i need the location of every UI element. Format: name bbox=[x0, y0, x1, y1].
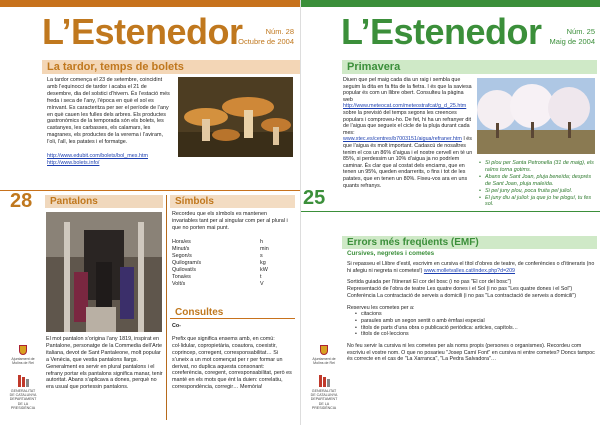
unit-row bbox=[172, 260, 292, 267]
generalitat-logo: GENERALITAT DE CATALUNYA DEPARTAMENT DE LA PRESIDÈNCIA bbox=[8, 375, 38, 410]
unit-row bbox=[172, 281, 292, 288]
saying-item: • El juny diu al juliol: ja que jo he ploguí, tu fes sol. bbox=[477, 195, 597, 209]
column-divider bbox=[166, 195, 167, 420]
article-link[interactable]: http://www.edubit.com/bolets/bol_mes.htm bbox=[47, 153, 148, 160]
saying-item: • Si pel juny plou, poca fruita pel juliol. bbox=[477, 188, 597, 195]
section-heading: Consultes bbox=[170, 306, 295, 319]
list-item: • títols de parts d’una obra o publicació periòdica: articles, capítols… bbox=[353, 325, 595, 332]
consultes-body bbox=[172, 323, 294, 391]
unit-row bbox=[172, 274, 292, 281]
article-body bbox=[47, 77, 173, 167]
coat-of-arms-icon bbox=[19, 345, 27, 355]
article-body bbox=[343, 77, 473, 189]
unit-name: Segon/s bbox=[172, 253, 192, 259]
article-text: sobre la previsió del temps segons les creences populars i comproveu-ho. De fet, hi ha un refranyer dit de l’aigua que segueix el cicle de la pluja durant cada mes: bbox=[343, 109, 472, 136]
section-subheading: Cursives, negretes i cometes bbox=[347, 250, 435, 257]
coat-of-arms-icon bbox=[320, 345, 328, 355]
mushrooms-photo bbox=[178, 77, 293, 157]
emf-text: Representació de l’obra de teatre Les quatre dones i el Sol (i no pas "Les quatre dones i el Sol") bbox=[347, 286, 573, 293]
right-page bbox=[300, 0, 600, 425]
unit-row bbox=[172, 239, 292, 246]
generalitat-icon bbox=[16, 375, 30, 387]
saying-item: • Si plou per Santa Petronella (31 de maig), els raïms torna gotims. bbox=[477, 160, 597, 174]
consultes-text: Prefix que significa ensems amb, en comú: col·lidular, copropietària, coautora, coexistir, coprincep, corregent, corresponsabilitat… Si s’uneix a un mot començat per r per formar un derivat, no duplica aquesta consonant: coreferència, coregent, corresponsabilitat, però es manté en els mots que ént la duien: correlatiu, correspondència, corregir… Memòria! bbox=[172, 335, 292, 391]
trousers-photo bbox=[46, 212, 162, 332]
newsletter-title: L’Estenedor bbox=[42, 11, 243, 52]
emf-text: Sortida guiada per l’itinerari El cor del bosc (i no pas "El cor del bosc") bbox=[347, 279, 512, 286]
section-heading: Errors més freqüents (EMF) bbox=[342, 236, 597, 249]
unit-symbol: kW bbox=[260, 267, 268, 273]
unit-row bbox=[172, 253, 292, 260]
unit-name: Quilovat/s bbox=[172, 267, 196, 273]
unit-name: Hora/es bbox=[172, 239, 191, 245]
divider bbox=[301, 211, 600, 212]
article-body: El mot pantalon s’origina l’any 1819, inspirat en Pantalone, personatge de la Commedia dell’Arte italiana, devot de Sant Pantaleone, molt popular a Venècia, que vestia pantalons llargs. Generalment es servir en plural pantalons i el refrany portar els pantalons significa manar, tenir autoritat. Abans s’aplicava a dones, perquè no era usual que portessin pantalons. bbox=[46, 336, 163, 391]
unit-name: Quilogram/s bbox=[172, 260, 202, 266]
unit-symbol: min bbox=[260, 246, 269, 252]
town-council-logo: Ajuntament de Molins de Rei bbox=[8, 345, 38, 365]
article-link[interactable]: http://www.meteocat.com/meteostrafcat/g_d_25.htm bbox=[343, 103, 467, 110]
unit-symbol: V bbox=[260, 281, 264, 287]
issue-number: Núm. 28 bbox=[265, 27, 294, 36]
symbols-intro: Recordeu que els símbols es mantenen invariables tant per al singular com per al plural i que no porten mai punt. bbox=[172, 211, 288, 231]
blossom-trees-photo bbox=[477, 78, 595, 154]
unit-symbol: h bbox=[260, 239, 263, 245]
unit-row bbox=[172, 246, 292, 253]
sayings-list bbox=[477, 160, 597, 208]
article-link[interactable]: www.molletvalles.cat/index.php?d=209 bbox=[423, 267, 516, 274]
article-text: Diuen que pel maig cada dia un raig i sembla que seguim la dita en fa fita de la fietra. I és que la saviesa popular és com un llibre obert. Consulteu la pàgina web bbox=[343, 77, 472, 103]
emf-text: Conferència La contractació de serveis a domicili (i no pas "La contractació de serveis a domicili") bbox=[347, 292, 576, 299]
generalitat-icon bbox=[317, 375, 331, 387]
consultes-subheading: Co- bbox=[172, 323, 181, 329]
unit-name: Tona/es bbox=[172, 274, 191, 280]
unit-symbol: kg bbox=[260, 260, 266, 266]
town-council-logo: Ajuntament de Molins de Rei bbox=[309, 345, 339, 365]
page-number: 28 bbox=[10, 190, 33, 212]
top-bar bbox=[0, 0, 300, 7]
top-bar bbox=[301, 0, 600, 7]
section-heading: La tardor, temps de bolets bbox=[42, 60, 300, 74]
section-heading: Primavera bbox=[342, 60, 597, 74]
divider bbox=[0, 190, 300, 191]
units-table bbox=[172, 239, 292, 288]
saying-item: • Abans de Sant Joan, pluja beneïda; després de Sant Joan, pluja maleïda. bbox=[477, 174, 597, 188]
newsletter-title: L’Estenedor bbox=[341, 11, 542, 52]
unit-symbol: s bbox=[260, 253, 263, 259]
emf-text: Reserveu les cometes per a: bbox=[347, 304, 415, 311]
section-heading: Pantalons bbox=[45, 195, 163, 208]
issue-info bbox=[230, 27, 294, 46]
unit-name: Minut/s bbox=[172, 246, 190, 252]
unit-row bbox=[172, 267, 292, 274]
article-link[interactable]: www.xtec.es/centres/b7003151/aigua/refraner.htm bbox=[343, 136, 462, 143]
emf-text: No feu servir la cursiva ni les cometes per als noms propis (persones o organismes). Recordeu com escriviu el vostre nom. O que no posarieu "Josep Camí Font" en cursiva ni entre cometes? Doncs tampoc és correcte en el cas de "La Xarranca", "La Pedra Salvadora"… bbox=[347, 343, 595, 363]
article-text: I és que l’aigua és molt important. Cadascú de nosaltres tenim el cos un 86% d’aigua i el nostre cervell en té un 85%, si perdessim un 10% d’aigua ja no podríem caminar. És clar que al costat dels enciams, que en tenen un 95%, queden endarrerits, o fins i tot de les patates, que en tenen un 80%. Fixeu-vos ara en uns quants refranys. bbox=[343, 136, 473, 189]
generalitat-logo: GENERALITAT DE CATALUNYA DEPARTAMENT DE LA PRESIDÈNCIA bbox=[309, 375, 339, 410]
emf-text: Si repasseu el Llibre d’estil, escrivim en cursiva el títol d’obres de teatre, de conferències o d’itineraris (no hi afegiu ni negreta ni cometes!) bbox=[347, 261, 595, 274]
issue-date: Maig de 2004 bbox=[549, 36, 595, 46]
unit-name: Volt/s bbox=[172, 281, 186, 287]
article-text: La tardor comença el 23 de setembre, coincidint amb l’equinocci de tardor i acaba el 21 de desembre, dia del solstici d’hivern. És l’estació més freda i seca de l’any, l’època en què el sol es mínvant. Es caracteritza per ser el període de l’any en què cauen les fulles dels arbres. Els productes gastronòmics de la temporada són els bolets, les castanyes, les carbasses, els calamars, les magranes, els productes de la verema i l’aviram, l’oli, l’all, les patates i el formatge. bbox=[47, 77, 170, 146]
issue-date: Octubre de 2004 bbox=[238, 36, 294, 46]
list-item: • títols de col·leccions bbox=[353, 331, 595, 338]
article-link[interactable]: http://www.bolets.info/ bbox=[47, 159, 100, 166]
section-heading: Símbols bbox=[170, 195, 295, 208]
list-item: • paraules amb un segon sentit o amb èmfasi especial bbox=[353, 318, 595, 325]
issue-info bbox=[531, 27, 595, 46]
page-number: 25 bbox=[303, 187, 326, 209]
unit-symbol: t bbox=[260, 274, 262, 280]
issue-number: Núm. 25 bbox=[566, 27, 595, 36]
emf-body bbox=[347, 261, 595, 363]
list-item: • citacions bbox=[353, 311, 595, 318]
